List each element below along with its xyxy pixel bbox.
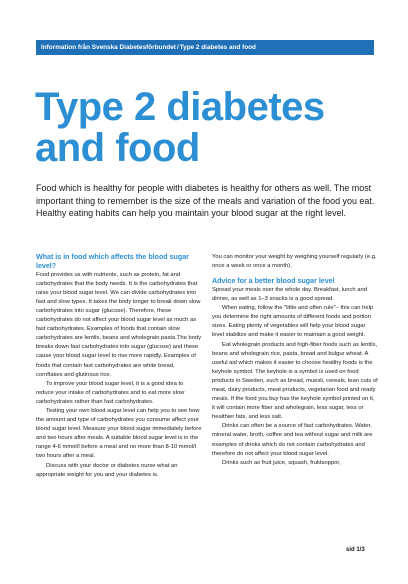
body-paragraph: Drinks such as fruit juice, squash, fruktsoppor, (222, 459, 341, 466)
body-paragraph: Testing your own blood sugar level can help you to see how the amount and type of carbohydrates you consume affect your blood sugar level. Measure your blood sugar immediately before and two hours after meals. A suitable blood sugar level is in the range 4-6 mmol/l before a meal and no more than 8-10 mmol/l two hours after a meal. (36, 408, 202, 460)
breadcrumb-separator: / (176, 44, 179, 51)
body-paragraph: Drinks can often be a source of fast carbohydrates. Water, mineral water, broth, coffee and tea without sugar and milk are examples of drinks which do not contain carbohydrates and therefore do not affect your blood sugar level. (212, 423, 373, 457)
section-heading-advice: Advice for a better blood sugar level (212, 277, 335, 286)
left-column (36, 253, 202, 480)
intro-paragraph: Food which is healthy for people with diabetes is healthy for others as well. The most important thing to remember is the size of the meals and variation of the food you eat. Healthy eating habits can help you maintain your blood sugar at the right level. (36, 183, 375, 219)
breadcrumb-current: Type 2 diabetes and food (179, 44, 256, 51)
body-paragraph: When eating, follow the "little and often rule"– this can help you determine the right amounts of different foods and portion sizes. Eating plenty of vegetables will help your blood sugar level stabilize and make it easier to maintain a good weight. (212, 305, 374, 339)
body-paragraph: You can monitor your weight by weighing yourself regularly (e.g. once a week or once a month). (212, 254, 377, 270)
body-paragraph: Discuss with your doctor or diabetes nurse what an appropriate weight for you and your diabetes is. (36, 462, 178, 478)
breadcrumb (36, 40, 374, 55)
right-column (212, 253, 378, 468)
body-paragraph: Food provides us with nutrients, such as protein, fat and carbohydrates that the body needs. It is the carbohydrates that raise your blood sugar level. We can divide carbohydrates into fast and slow types. It takes the body longer to break down slow carbohydrates into sugar (glucose). Therefore, these carbohydrates do not affect your blood sugar level as much as fast carbohydrates. Examples of foods that contain slow carbohydrates are lentils, beans and wholegrain pasta.The body breaks down fast carbohydrates into sugar (glucose) and these cause your blood sugar level to rise more rapidly. Examples of foods that contain fast carbohydrates are white bread, cornflakes and glutinous rice. (36, 271, 202, 378)
body-paragraph: Eat wholegrain products and high-fiber foods such as lentils, beans and wholegrain rice, pasta, bread and bulgur wheat. A useful aid which makes it easier to choose healthy foods is the keyhole symbol. The keyhole is a symbol is used on food products in Sweden, such as bread, muesli, cereals, lean cuts of meat, dairy products, meat products, vegetarian food and ready meals. If the food you buy has the keyhole symbol printed on it, it will contain more fiber and wholegrain, less sugar, less or healthier fats, and less salt. (212, 341, 378, 421)
body-paragraph: To improve your blood sugar level, it is a good idea to reduce your intake of carbohydrates and to eat more slow carbohydrates rather than fast carbohydrates. (36, 380, 185, 405)
breadcrumb-parent[interactable]: Information från Svenska Diabetesförbundet (41, 44, 176, 51)
body-paragraph: Spread your meals over the whole day. Breakfast, lunch and dinner, as well as 1–3 snacks is a good spread. (212, 286, 367, 303)
page-title: Type 2 diabetes and food (35, 85, 325, 170)
section-heading-blood-sugar: What is in food which affects the blood sugar level? (36, 253, 189, 270)
page-number: sid 1/3 (346, 547, 365, 553)
